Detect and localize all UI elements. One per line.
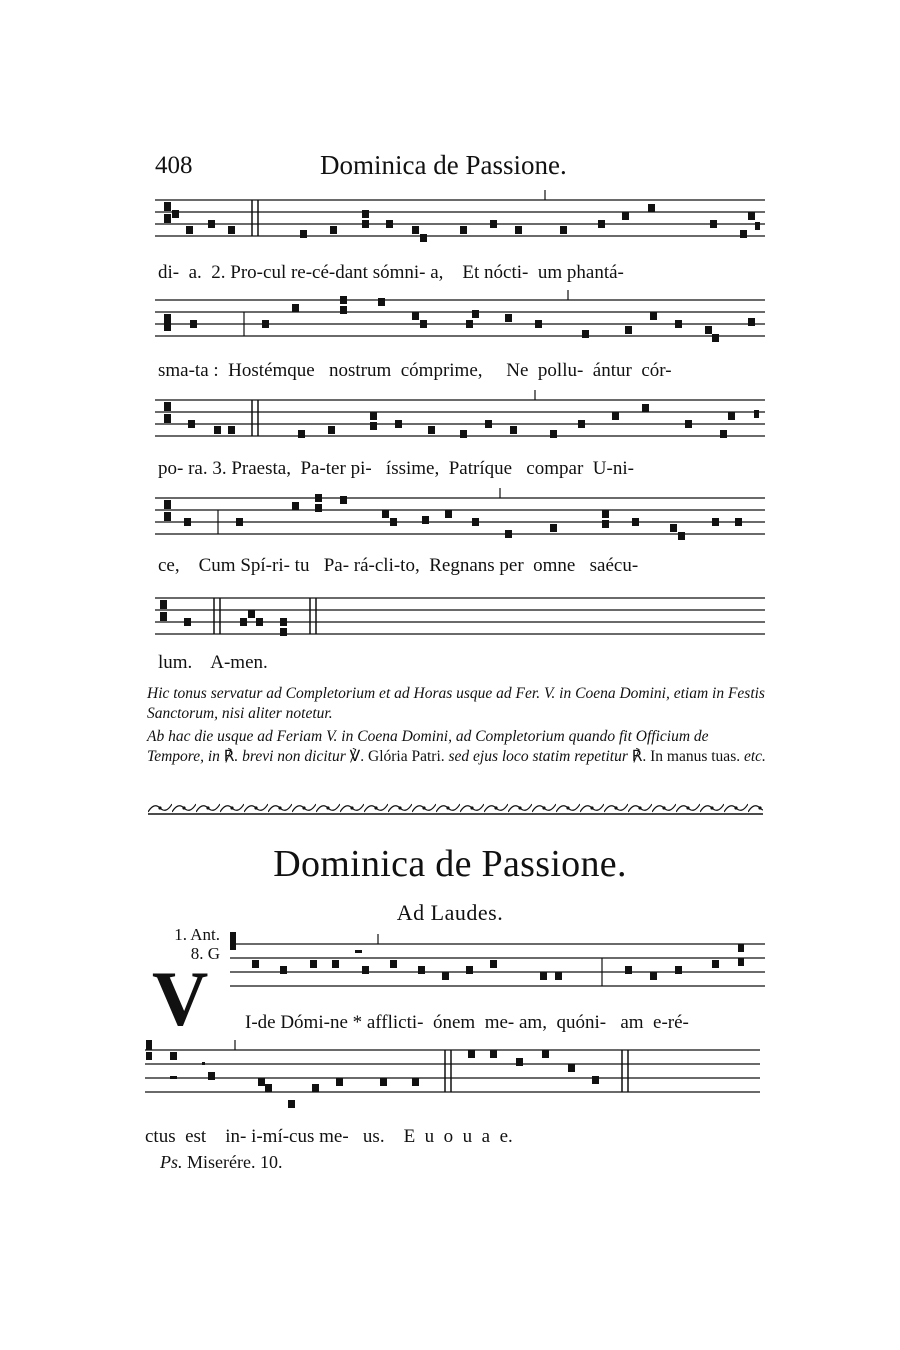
psalm-label: Ps.	[160, 1152, 183, 1172]
lyric-line-4: ce, Cum Spí-ri- tu Pa- rá-cli-to, Regnans per omne saécu-	[158, 555, 639, 576]
rubric-text-2c: . Glória Patri.	[360, 748, 445, 765]
antiphon-staff-1	[150, 930, 770, 1010]
lyric-line-3: po- ra. 3. Praesta, Pa-ter pi- íssime, Patríque compar U-ni-	[158, 458, 634, 479]
section-subtitle: Ad Laudes.	[396, 900, 504, 925]
section-title: Dominica de Passione.	[273, 843, 627, 885]
chant-staff-4	[150, 488, 770, 548]
response-symbol: ℟	[223, 748, 235, 765]
antiphon-staff-2	[140, 1040, 760, 1120]
chant-staff-2	[150, 290, 770, 350]
antiphon-initial: V	[152, 955, 209, 1042]
response-symbol-2: ℟	[631, 748, 643, 765]
rubric-text-2a: Ab hac die usque ad Feriam V. in Coena Domini, ad Completorium quando fit Officium de Tempore, in	[147, 728, 709, 765]
ornamental-divider	[148, 800, 763, 816]
rubric-paragraph-1	[147, 684, 767, 724]
chant-staff-3	[150, 390, 770, 450]
psalm-reference	[160, 1152, 282, 1173]
chant-staff-1	[150, 190, 770, 250]
antiphon-mode: 8. G	[190, 944, 220, 963]
lyric-line-5: lum. A-men.	[158, 652, 268, 673]
chant-staff-5	[150, 588, 770, 648]
rubric-text-2b: . brevi non dicitur	[234, 748, 350, 765]
antiphon-lyric-1: I-de Dómi-ne * afflicti- ónem me- am, quóni- am e-ré-	[245, 1012, 689, 1033]
rubric-paragraph-2	[147, 727, 767, 767]
rubric-etc: etc.	[743, 748, 766, 765]
lyric-line-1: di- a. 2. Pro-cul re-cé-dant sómni- a, Et nócti- um phantá-	[158, 262, 624, 283]
versicle-symbol: ℣	[349, 748, 361, 765]
lyric-line-2: sma-ta : Hostémque nostrum cómprime, Ne pollu- ántur cór-	[158, 360, 672, 381]
running-title: Dominica de Passione.	[320, 150, 567, 180]
antiphon-number: 1. Ant.	[174, 925, 220, 944]
rubric-text-1: Hic tonus servatur ad Completorium et ad Horas usque ad Fer. V. in Coena Domini, etiam in Festis Sanctorum, nisi aliter notetur.	[147, 685, 765, 722]
psalm-text: Miserére. 10.	[182, 1152, 283, 1172]
page-number: 408	[155, 152, 193, 179]
rubric-text-2e: . In manus tuas.	[642, 748, 744, 765]
antiphon-lyric-2: ctus est in- i-mí-cus me- us. E u o u a e.	[145, 1126, 513, 1147]
rubric-text-2d: sed ejus loco statim repetitur	[448, 748, 632, 765]
